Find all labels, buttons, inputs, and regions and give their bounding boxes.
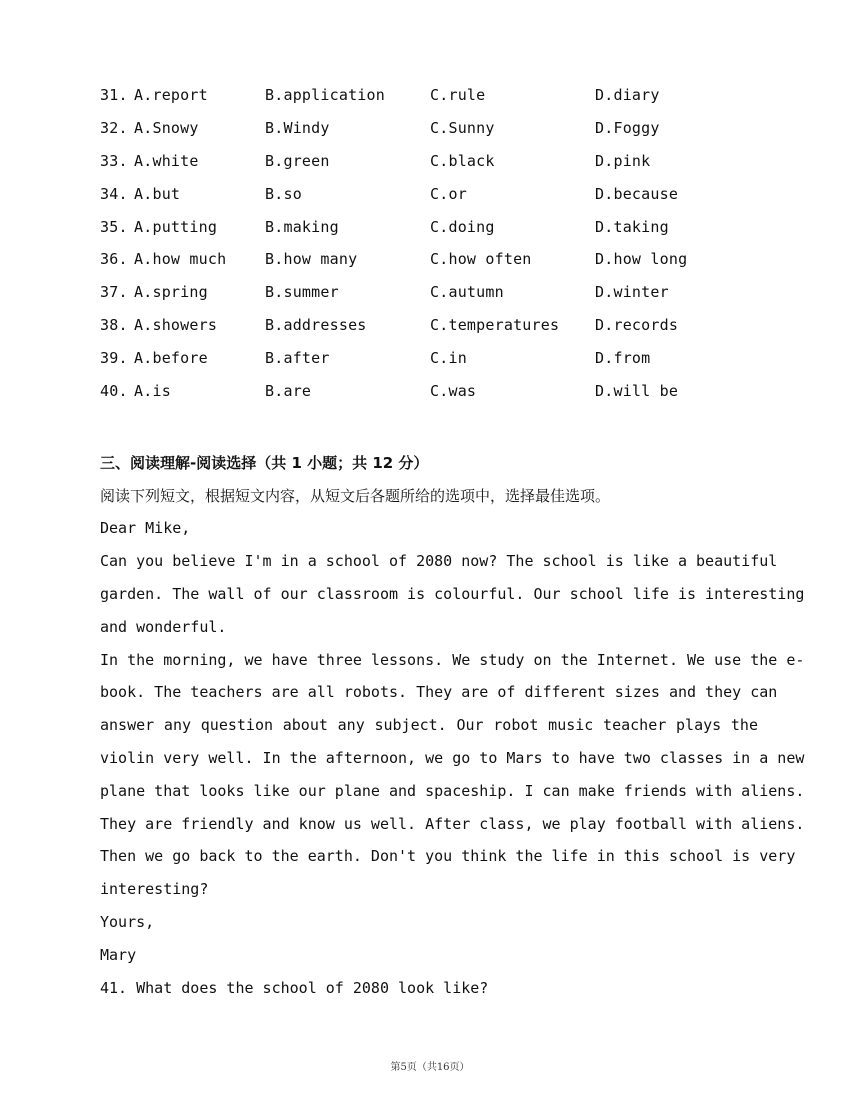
letter-line: Mary <box>100 945 137 964</box>
option-row <box>100 79 800 112</box>
option-d: D.will be <box>595 381 679 400</box>
letter-line: answer any question about any subject. Our robot music teacher plays the <box>100 716 758 735</box>
section-title: 三、阅读理解-阅读选择（共 1 小题；共 12 分） <box>100 454 429 472</box>
option-b: B.so <box>265 184 302 203</box>
letter-line: garden. The wall of our classroom is colourful. Our school life is interesting <box>100 584 805 603</box>
option-b: B.after <box>265 348 330 367</box>
option-d: D.because <box>595 184 679 203</box>
option-d: D.records <box>595 315 679 334</box>
question-41: 41. What does the school of 2080 look like? <box>100 978 489 997</box>
option-row <box>100 276 800 309</box>
option-c: C.black <box>430 151 495 170</box>
letter-line: and wonderful. <box>100 617 227 636</box>
option-d: D.from <box>595 348 651 367</box>
option-a: A.before <box>134 348 208 367</box>
letter-line: Can you believe I'm in a school of 2080 now? The school is like a beautiful <box>100 552 778 571</box>
question-number: 36. <box>100 250 128 269</box>
letter-line: Then we go back to the earth. Don't you think the life in this school is very <box>100 847 796 866</box>
question-number: 31. <box>100 86 128 105</box>
section-instruction: 阅读下列短文，根据短文内容，从短文后各题所给的选项中，选择最佳选项。 <box>100 487 611 505</box>
option-b: B.are <box>265 381 312 400</box>
letter-line: plane that looks like our plane and spaceship. I can make friends with aliens. <box>100 781 805 800</box>
letter-line: interesting? <box>100 880 209 899</box>
option-row <box>100 145 800 178</box>
option-b: B.green <box>265 151 330 170</box>
question-number: 35. <box>100 217 128 236</box>
option-row <box>100 309 800 342</box>
option-b: B.addresses <box>265 315 367 334</box>
option-a: A.spring <box>134 283 208 302</box>
question-number: 33. <box>100 151 128 170</box>
option-c: C.or <box>430 184 467 203</box>
option-a: A.Snowy <box>134 119 199 138</box>
option-c: C.temperatures <box>430 315 560 334</box>
option-c: C.autumn <box>430 283 504 302</box>
letter-line: Yours, <box>100 912 155 931</box>
option-d: D.winter <box>595 283 669 302</box>
option-a: A.putting <box>134 217 218 236</box>
option-row <box>100 341 800 374</box>
option-b: B.application <box>265 86 385 105</box>
option-b: B.how many <box>265 250 358 269</box>
option-a: A.white <box>134 151 199 170</box>
option-c: C.in <box>430 348 467 367</box>
letter-line: violin very well. In the afternoon, we go to Mars to have two classes in a new <box>100 748 805 767</box>
option-c: C.doing <box>430 217 495 236</box>
option-b: B.making <box>265 217 339 236</box>
option-row <box>100 243 800 276</box>
option-c: C.how often <box>430 250 532 269</box>
option-a: A.is <box>134 381 171 400</box>
option-c: C.Sunny <box>430 119 495 138</box>
option-row <box>100 177 800 210</box>
page-footer: 第5页（共16页） <box>390 1062 470 1073</box>
letter-passage <box>100 512 805 1004</box>
question-number: 34. <box>100 184 128 203</box>
letter-line: book. The teachers are all robots. They are of different sizes and they can <box>100 683 778 702</box>
option-row <box>100 374 800 407</box>
question-number: 38. <box>100 315 128 334</box>
option-a: A.but <box>134 184 181 203</box>
question-number: 39. <box>100 348 128 367</box>
option-a: A.report <box>134 86 208 105</box>
option-d: D.how long <box>595 250 688 269</box>
letter-line: In the morning, we have three lessons. We study on the Internet. We use the e- <box>100 650 805 669</box>
option-d: D.diary <box>595 86 660 105</box>
option-b: B.Windy <box>265 119 330 138</box>
option-c: C.was <box>430 381 477 400</box>
option-a: A.how much <box>134 250 227 269</box>
question-number: 40. <box>100 381 128 400</box>
letter-line: Dear Mike, <box>100 519 191 538</box>
option-d: D.Foggy <box>595 119 660 138</box>
option-d: D.taking <box>595 217 669 236</box>
option-c: C.rule <box>430 86 486 105</box>
option-row <box>100 112 800 145</box>
option-d: D.pink <box>595 151 651 170</box>
question-number: 32. <box>100 119 128 138</box>
letter-line: They are friendly and know us well. After class, we play football with aliens. <box>100 814 805 833</box>
option-a: A.showers <box>134 315 218 334</box>
question-number: 37. <box>100 283 128 302</box>
options-list <box>100 79 800 407</box>
option-row <box>100 210 800 243</box>
option-b: B.summer <box>265 283 339 302</box>
